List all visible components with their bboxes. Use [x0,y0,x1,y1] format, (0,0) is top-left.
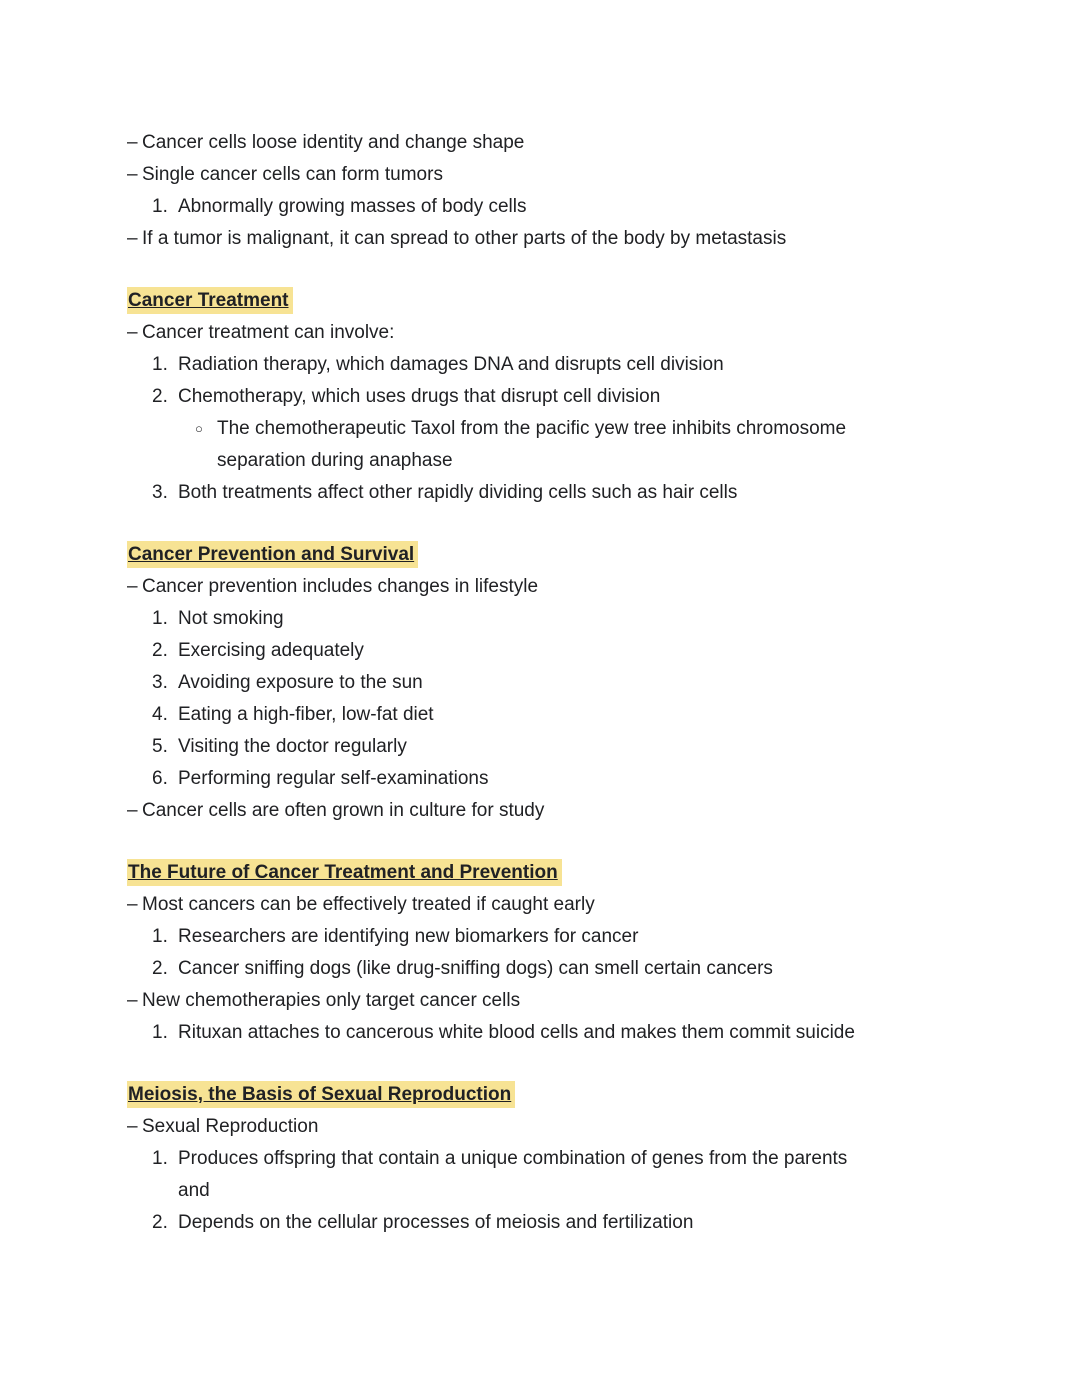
section-heading-row [127,539,990,571]
text-line: Both treatments affect other rapidly dividing cells such as hair cells [178,482,738,503]
text-line: Visiting the doctor regularly [178,736,407,757]
text-line: Abnormally growing masses of body cells [178,196,527,217]
list-item-text [178,1143,847,1207]
circle-bullet: ○ [195,421,203,436]
text-line: Radiation therapy, which damages DNA and disrupts cell division [178,354,724,375]
list-item-text [142,1111,318,1143]
text-line: Cancer sniffing dogs (like drug-sniffing dogs) can smell certain cancers [178,958,773,979]
doc-section [127,1079,990,1239]
doc-section [127,127,990,255]
section-heading: Meiosis, the Basis of Sexual Reproduction [127,1081,515,1108]
list-item-text [178,381,660,413]
number-label: 2. [152,386,168,407]
number-label: 2. [152,958,168,979]
text-line: If a tumor is malignant, it can spread to other parts of the body by metastasis [142,228,787,249]
number-label: 1. [152,926,168,947]
list-item-text [178,1207,693,1239]
text-line: Researchers are identifying new biomarkers for cancer [178,926,639,947]
list-item [127,889,990,921]
text-line: Cancer treatment can involve: [142,322,395,343]
dash-bullet: – [127,576,138,597]
number-label: 1. [152,354,168,375]
list-item [127,571,990,603]
number-label: 2. [152,640,168,661]
text-line: Cancer cells are often grown in culture for study [142,800,545,821]
section-heading-row [127,857,990,889]
text-line: Rituxan attaches to cancerous white blood cells and makes them commit suicide [178,1022,855,1043]
text-line: Cancer prevention includes changes in lifestyle [142,576,539,597]
dash-bullet: – [127,800,138,821]
section-heading-row [127,285,990,317]
list-item-text [142,985,520,1017]
text-line: Avoiding exposure to the sun [178,672,423,693]
list-item [127,1143,990,1207]
list-item-text [142,127,524,159]
number-label: 4. [152,704,168,725]
list-item [127,731,990,763]
list-item [127,699,990,731]
section-heading: Cancer Prevention and Survival [127,541,418,568]
dash-bullet: – [127,132,138,153]
list-item-text [142,571,538,603]
list-item [127,1207,990,1239]
text-line: New chemotherapies only target cancer cells [142,990,521,1011]
text-line: Performing regular self-examinations [178,768,489,789]
text-line: Depends on the cellular processes of meiosis and fertilization [178,1212,694,1233]
list-item-text [178,667,423,699]
dash-bullet: – [127,990,138,1011]
list-item [127,1017,990,1049]
number-label: 3. [152,482,168,503]
dash-bullet: – [127,894,138,915]
text-line: and [178,1180,210,1201]
number-label: 1. [152,196,168,217]
list-item [127,349,990,381]
text-line: Eating a high-fiber, low-fat diet [178,704,434,725]
list-item [127,953,990,985]
dash-bullet: – [127,1116,138,1137]
text-line: Sexual Reproduction [142,1116,319,1137]
number-label: 5. [152,736,168,757]
list-item-text [178,477,737,509]
doc-section [127,285,990,509]
list-item-text [142,889,595,921]
list-item-text [178,349,724,381]
number-label: 3. [152,672,168,693]
list-item [127,985,990,1017]
list-item [127,191,990,223]
list-item-text [178,763,488,795]
number-label: 6. [152,768,168,789]
list-item-text [178,635,364,667]
text-line: separation during anaphase [217,450,453,471]
list-item-text [142,223,786,255]
list-item-text [178,191,527,223]
dash-bullet: – [127,322,138,343]
text-line: Exercising adequately [178,640,364,661]
list-item-text [178,921,638,953]
list-item [127,159,990,191]
list-item [127,921,990,953]
text-line: Chemotherapy, which uses drugs that disrupt cell division [178,386,661,407]
section-heading: The Future of Cancer Treatment and Prevention [127,859,562,886]
number-label: 2. [152,1212,168,1233]
text-line: Single cancer cells can form tumors [142,164,443,185]
dash-bullet: – [127,164,138,185]
list-item [127,1111,990,1143]
list-item [127,223,990,255]
list-item-text [178,699,434,731]
text-line: Cancer cells loose identity and change shape [142,132,525,153]
list-item-text [178,953,773,985]
section-heading: Cancer Treatment [127,287,293,314]
list-item [127,127,990,159]
list-item [127,763,990,795]
list-item-text [178,1017,855,1049]
list-item-text [142,317,394,349]
text-line: Not smoking [178,608,284,629]
list-item [127,413,990,477]
list-item [127,381,990,413]
list-item [127,603,990,635]
list-item [127,477,990,509]
number-label: 1. [152,1022,168,1043]
list-item [127,317,990,349]
list-item-text [142,159,443,191]
list-item-text [217,413,846,477]
section-heading-row [127,1079,990,1111]
list-item [127,635,990,667]
number-label: 1. [152,1148,168,1169]
doc-section [127,539,990,827]
dash-bullet: – [127,228,138,249]
list-item-text [142,795,544,827]
number-label: 1. [152,608,168,629]
text-line: The chemotherapeutic Taxol from the pacific yew tree inhibits chromosome [217,418,847,439]
text-line: Produces offspring that contain a unique combination of genes from the parents [178,1148,848,1169]
list-item-text [178,603,284,635]
list-item-text [178,731,407,763]
text-line: Most cancers can be effectively treated if caught early [142,894,595,915]
list-item [127,667,990,699]
list-item [127,795,990,827]
doc-section [127,857,990,1049]
